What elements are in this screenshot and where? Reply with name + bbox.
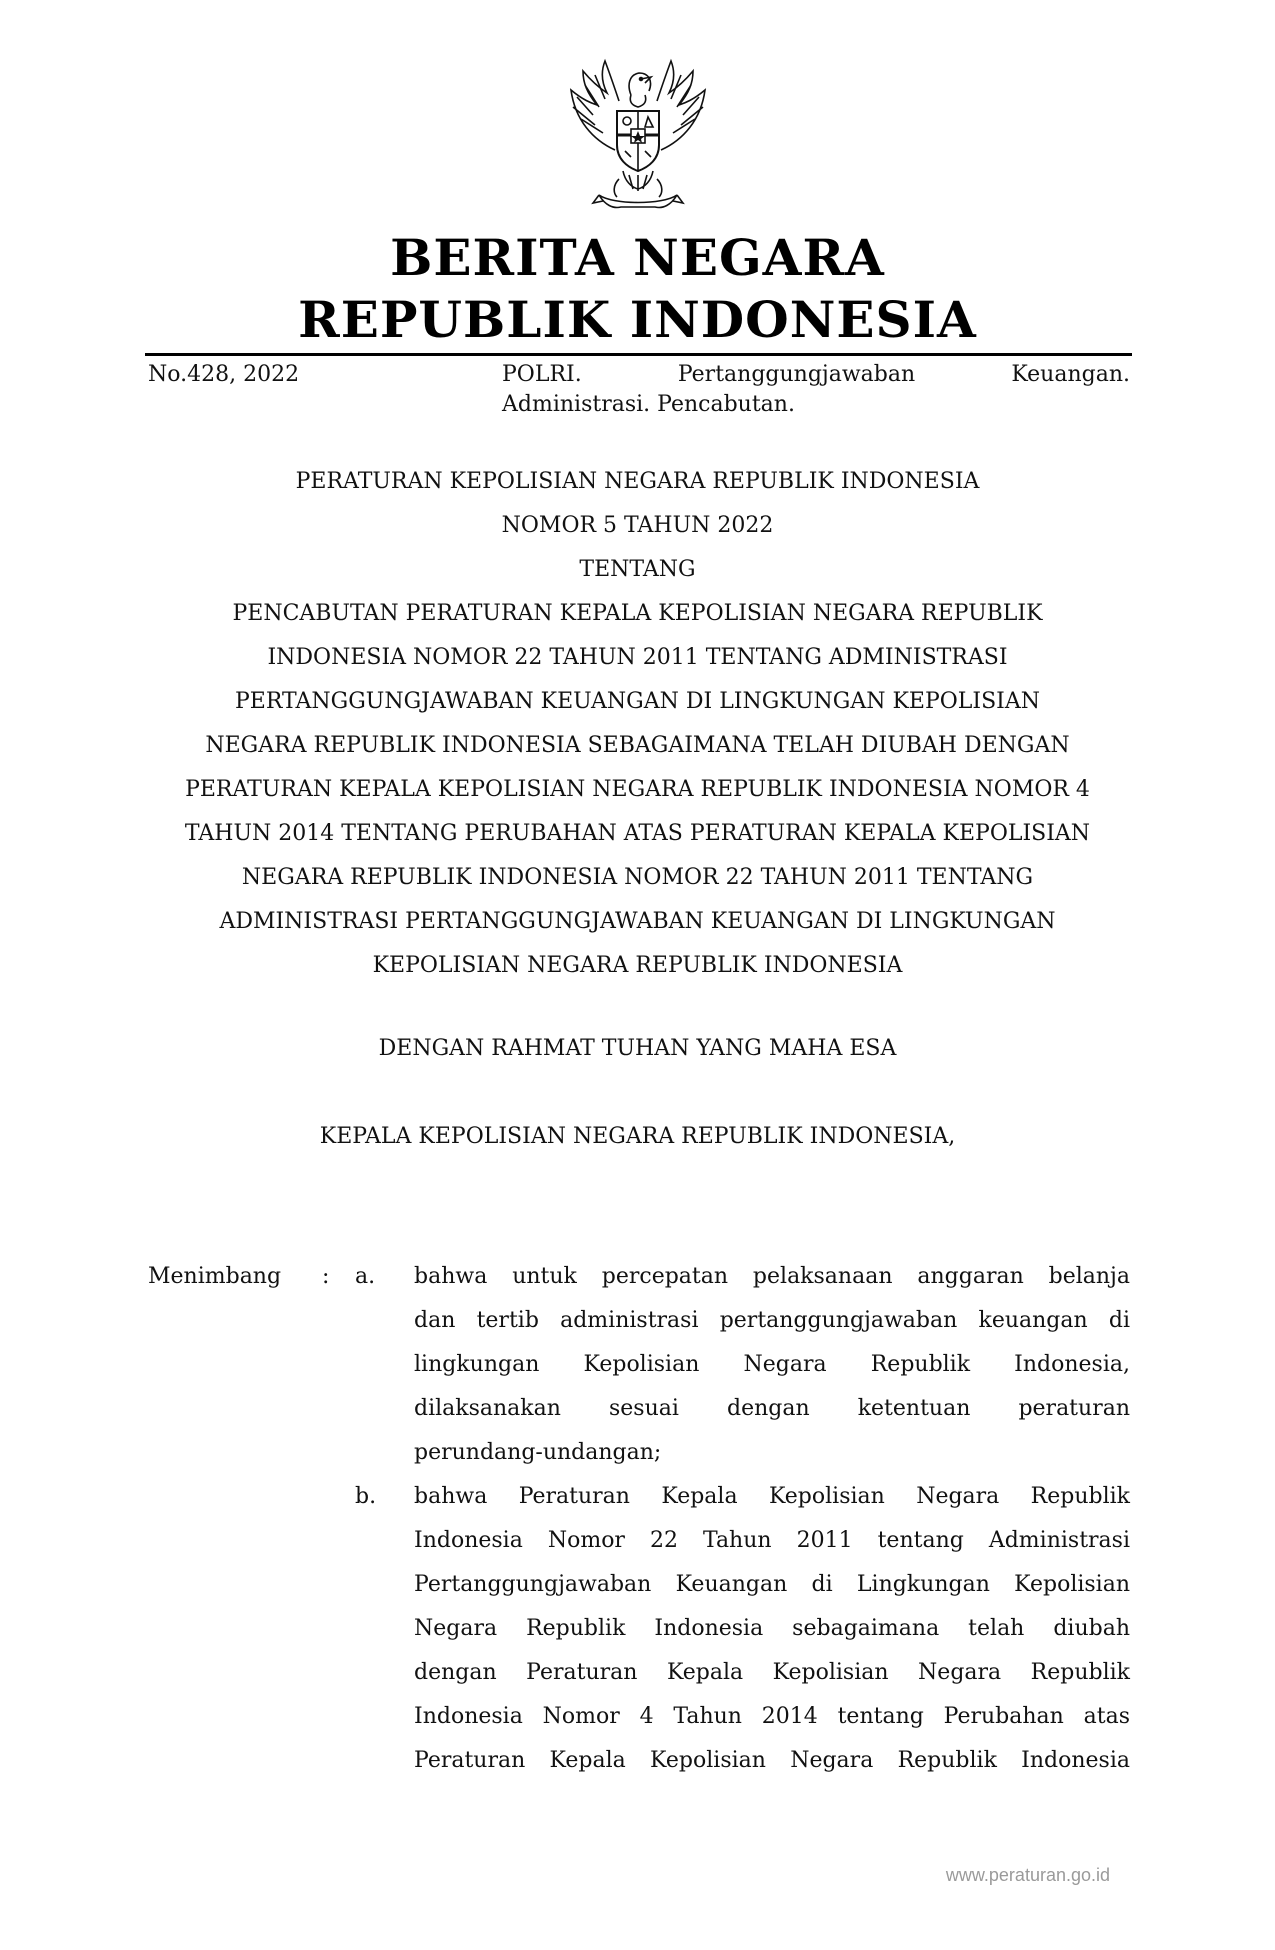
title-line: KEPOLISIAN NEGARA REPUBLIK INDONESIA — [372, 953, 903, 978]
gazette-number: No.428, 2022 — [148, 362, 300, 387]
paragraph-line: Peraturan Kepala Kepolisian Negara Republik Indonesia — [414, 1748, 1130, 1773]
paragraph-line: dan tertib administrasi pertanggungjawaban keuangan di — [414, 1308, 1130, 1333]
title-line: NEGARA REPUBLIK INDONESIA NOMOR 22 TAHUN 2011 TENTANG — [241, 865, 1034, 890]
item-marker-b: b. — [355, 1484, 377, 1509]
menimbang-item-b — [414, 1475, 1130, 1783]
paragraph-line: bahwa untuk percepatan pelaksanaan anggaran belanja — [414, 1264, 1130, 1289]
topic-word: Pertanggungjawaban — [677, 362, 916, 387]
title-line: TENTANG — [579, 557, 696, 582]
paragraph-line: dengan Peraturan Kepala Kepolisian Negara Republik — [414, 1660, 1130, 1685]
preamble-issuer: KEPALA KEPOLISIAN NEGARA REPUBLIK INDONESIA, — [319, 1124, 956, 1149]
preamble-rahmat: DENGAN RAHMAT TUHAN YANG MAHA ESA — [378, 1036, 897, 1061]
title-line: INDONESIA NOMOR 22 TAHUN 2011 TENTANG ADMINISTRASI — [267, 645, 1008, 670]
paragraph-line: Negara Republik Indonesia sebagaimana telah diubah — [414, 1616, 1130, 1641]
garuda-emblem-icon — [553, 55, 723, 215]
title-line: PERATURAN KEPALA KEPOLISIAN NEGARA REPUBLIK INDONESIA NOMOR 4 — [185, 777, 1090, 802]
title-line: PERTANGGUNGJAWABAN KEUANGAN DI LINGKUNGAN KEPOLISIAN — [234, 689, 1040, 714]
paragraph-line: dilaksanakan sesuai dengan ketentuan peraturan — [414, 1396, 1130, 1421]
paragraph-line: lingkungan Kepolisian Negara Republik Indonesia, — [414, 1352, 1130, 1377]
paragraph-line: Indonesia Nomor 4 Tahun 2014 tentang Perubahan atas — [414, 1704, 1130, 1729]
title-line: PENCABUTAN PERATURAN KEPALA KEPOLISIAN NEGARA REPUBLIK — [232, 601, 1043, 626]
title-line: ADMINISTRASI PERTANGGUNGJAWABAN KEUANGAN DI LINGKUNGAN — [219, 909, 1056, 934]
menimbang-item-a — [414, 1255, 1130, 1475]
topic-word: POLRI. — [502, 362, 582, 387]
menimbang-label: Menimbang — [148, 1264, 282, 1289]
masthead-divider — [145, 353, 1132, 356]
paragraph-line: perundang-undangan; — [414, 1440, 662, 1465]
regulation-title — [120, 460, 1155, 988]
footer-source-url: www.peraturan.go.id — [945, 1865, 1110, 1885]
item-marker-a: a. — [355, 1264, 376, 1289]
paragraph-line: Indonesia Nomor 22 Tahun 2011 tentang Administrasi — [414, 1528, 1130, 1553]
topic-word: Keuangan. — [1011, 362, 1130, 387]
paragraph-line: bahwa Peraturan Kepala Kepolisian Negara Republik — [414, 1484, 1130, 1509]
masthead-title-line2: REPUBLIK INDONESIA — [298, 290, 977, 349]
title-line: NEGARA REPUBLIK INDONESIA SEBAGAIMANA TELAH DIUBAH DENGAN — [205, 733, 1070, 758]
topic-line2: Administrasi. Pencabutan. — [502, 392, 795, 417]
paragraph-line: Pertanggungjawaban Keuangan di Lingkungan Kepolisian — [414, 1572, 1130, 1597]
gazette-topic — [502, 360, 1130, 420]
title-line: PERATURAN KEPOLISIAN NEGARA REPUBLIK INDONESIA — [295, 469, 980, 494]
masthead-title-line1: BERITA NEGARA — [390, 228, 885, 287]
title-line: NOMOR 5 TAHUN 2022 — [501, 513, 774, 538]
menimbang-colon: : — [322, 1264, 330, 1289]
title-line: TAHUN 2014 TENTANG PERUBAHAN ATAS PERATURAN KEPALA KEPOLISIAN — [184, 821, 1091, 846]
